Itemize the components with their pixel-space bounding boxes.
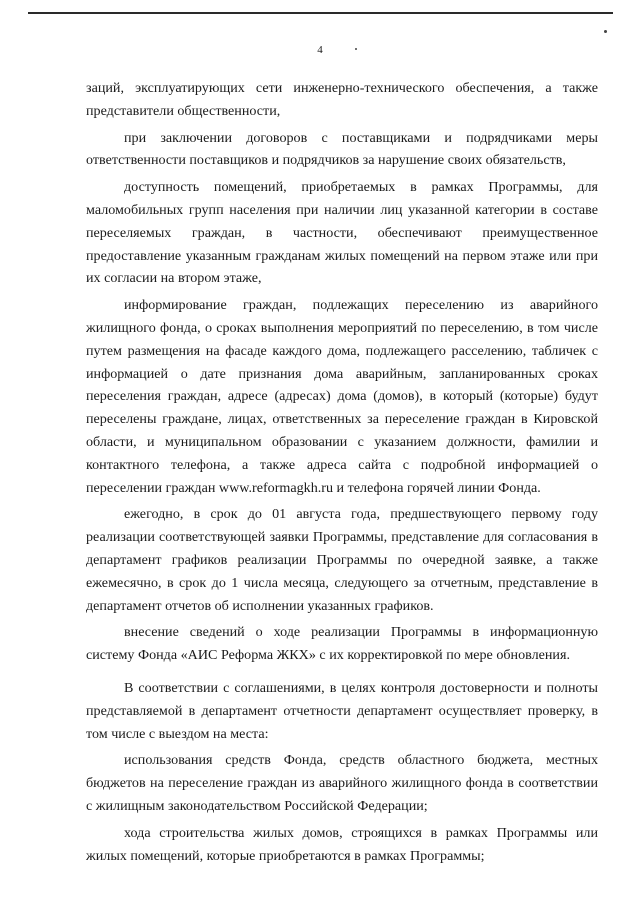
- scan-speck: [604, 30, 607, 33]
- document-body: [86, 77, 598, 867]
- paragraph: доступность помещений, приобретаемых в рамках Программы, для маломобильных групп населения при наличии лиц указанной категории в составе переселяемых граждан, в частности, обеспечивают преимущественное предоставление указанным гражданам жилых помещений на первом этаже или при их согласии на втором этаже,: [86, 179, 598, 287]
- paragraph: заций, эксплуатирующих сети инженерно-технического обеспечения, а также представители общественности,: [86, 80, 598, 119]
- paragraph: ежегодно, в срок до 01 августа года, предшествующего первому году реализации соответствующей заявки Программы, представление для согласования в департамент графиков реализации Программы по очередной заявке, а также ежемесячно, в срок до 1 числа месяца, следующего за отчетным, представление в департамент отчетов об исполнении указанных графиков.: [86, 506, 598, 614]
- paragraph: внесение сведений о ходе реализации Программы в информационную систему Фонда «АИС Реформа ЖКХ» с их корректировкой по мере обновления.: [86, 624, 598, 664]
- paragraph: хода строительства жилых домов, строящихся в рамках Программы или жилых помещений, которые приобретаются в рамках Программы;: [86, 824, 598, 864]
- paragraph: информирование граждан, подлежащих переселению из аварийного жилищного фонда, о сроках выполнения мероприятий по переселению, в том числе путем размещения на фасаде каждого дома, подлежащего расселению, табличек с информацией о дате признания дома аварийным, запланированных сроках переселения граждан, адресе (адресах) дома (домов), в который (которые) будут переселены граждане, лицах, ответственных за переселение граждан в Кировской области, и муниципальном образовании с указанием должности, фамилии и контактного телефона, а также адреса сайта с подробной информацией о переселении граждан www.reformagkh.ru и телефона горячей линии Фонда.: [86, 297, 598, 496]
- paragraph: использования средств Фонда, средств областного бюджета, местных бюджетов на переселение граждан из аварийного жилищного фонда в соответствии с жилищным законодательством Российской Федерации;: [86, 752, 598, 814]
- paragraph: при заключении договоров с поставщиками и подрядчиками меры ответственности поставщиков и подрядчиков за нарушение своих обязательств,: [86, 129, 598, 169]
- scan-border-line: [28, 12, 613, 14]
- paragraph: В соответствии с соглашениями, в целях контроля достоверности и полноты представляемой в департамент отчетности департамент осуществляет проверку, в том числе с выездом на места:: [86, 679, 598, 742]
- page-number: 4: [317, 44, 323, 56]
